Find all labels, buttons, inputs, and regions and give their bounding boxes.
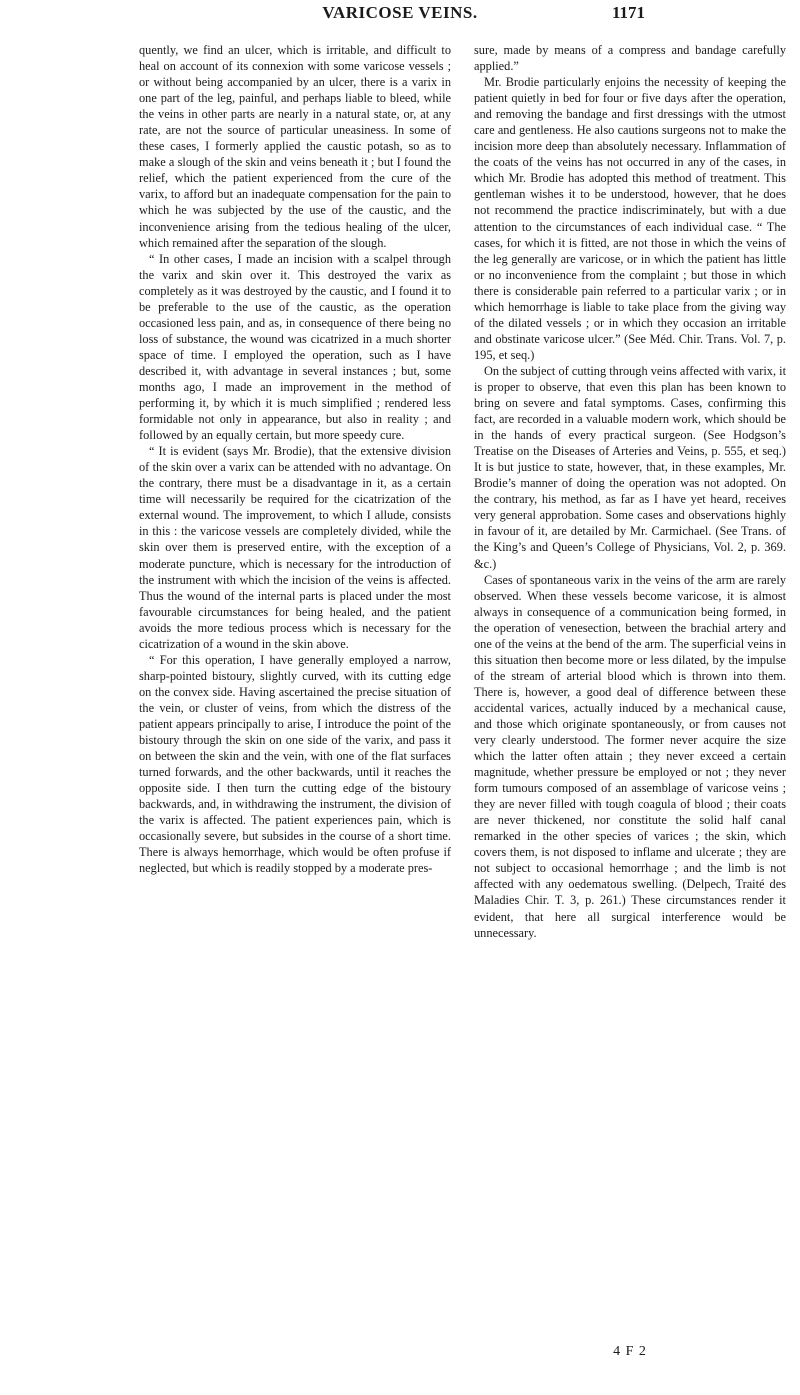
signature-mark: 4 F 2 (613, 1344, 647, 1359)
paragraph: “ It is evident (says Mr. Brodie), that the extensive division of the skin over a varix can be attended with no advantage. On the contrary, there must be a disadvantage in it, as a certain time will necessarily be required for the cicatrization of the external wound. The improvement, to which I allude, consists in this : the varicose vessels are completely divided, while the skin over them is preserved entire, with the exception of a moderate puncture, which is necessary for the introduction of the instrument with which the incision of the veins is affected. Thus the wound of the internal parts is placed under the most favourable circumstances for being healed, and the patient avoids the more tedious process which is necessary for the cicatrization of a wound in the skin above. (139, 444, 451, 651)
paragraph: “ For this operation, I have generally employed a narrow, sharp-pointed bistoury, slightly curved, with its cutting edge on the convex side. Having ascertained the precise situation of the vein, or cluster of veins, from which the distress of the patient appears principally to arise, I introduce the point of the bistoury through the skin on one side of the varix, and pass it on between the skin and the vein, with one of the flat surfaces turned forwards, and the other backwards, until it reaches the opposite side. I then turn the cutting edge of the bistoury backwards, and, in withdrawing the instrument, the division of the varix is affected. The patient experiences pain, which is occasionally severe, but subsides in the course of a short time. There is always hemorrhage, which would be often profuse if neglected, but which is readily stopped by a moderate pres- (139, 652, 451, 876)
paragraph: On the subject of cutting through veins affected with varix, it is proper to observe, that even this plan has been known to bring on severe and fatal symptoms. Cases, confirming this fact, are recorded in a valuable modern work, which should be in the hands of every practical surgeon. (See Hodgson’s Treatise on the Diseases of Arteries and Veins, p. 555, et seq.) It is but justice to state, however, that, in these examples, Mr. Brodie’s manner of doing the operation was not adopted. On the contrary, his method, as far as I have yet heard, receives very general approbation. Some cases and observations highly in favour of it, are detailed by Mr. Carmichael. (See Trans. of the King’s and Queen’s College of Physicians, Vol. 2, p. 369. &c.) (474, 363, 786, 571)
running-title: VARICOSE VEINS. (322, 3, 478, 22)
paragraph: sure, made by means of a compress and bandage carefully applied.” (474, 43, 786, 74)
page-number: 1171 (611, 3, 645, 22)
paragraph: Mr. Brodie particularly enjoins the necessity of keeping the patient quietly in bed for four or five days after the operation, and removing the bandage and first dressings with the utmost care and gentleness. He also cautions surgeons not to make the incision more deep than absolutely necessary. Inflammation of the coats of the veins has not occurred in any of the cases, in which Mr. Brodie has adopted this method of treatment. This gentleman wishes it to be understood, however, that he does not recommend the practice indiscriminately, but with a due attention to the circumstances of each individual case. “ The cases, for which it is fitted, are not those in which the veins of the leg generally are varicose, or in which the patient has little or no inconvenience from the complaint ; but those in which there is considerable pain referred to a particular varix ; or in which hemorrhage is liable to take place from the giving way of the dilated vessels ; or in which they occasion an irritable and obstinate varicose ulcer.” (See Méd. Chir. Trans. Vol. 7, p. 195, et seq.) (474, 75, 786, 362)
paragraph: “ In other cases, I made an incision with a scalpel through the varix and skin over it. This destroyed the varix as completely as it was destroyed by the caustic, and I found it to be preferable to the use of the caustic, as the operation occasioned less pain, and as, in consequence of there being no loss of substance, the wound was cicatrized in a much shorter space of time. I employed the operation, such as I have described it, with advantage in several instances ; but, some months ago, I made an improvement in the method of performing it, by which it is much simplified ; rendered less formidable not only in appearance, but also in reality ; and followed by an equally certain, but more speedy cure. (139, 251, 451, 443)
running-head (0, 3, 800, 25)
paragraph: Cases of spontaneous varix in the veins of the arm are rarely observed. When these vessels become varicose, it is almost always in consequence of a communication being formed, in the operation of venesection, between the brachial artery and one of the veins at the bend of the arm. The superficial veins in this situation then become more or less dilated, by the impulse of the stream of arterial blood which is thrown into them. There is, however, a good deal of difference between these accidental varices, actually induced by a mechanical cause, and those which originate spontaneously, or from causes not very clearly understood. The former never acquire the size which the latter often attain ; they never exceed a certain magnitude, whether pressure be employed or not ; they never form tumours composed of an assemblage of varicose veins ; they are never filled with tough coagula of blood ; their coats are never thickened, nor constitute the solid half canal remarked in the other species of varices ; the skin, which covers them, is not disposed to inflame and ulcerate ; they are not subject to occasional hemorrhage ; and the limb is not affected with any oedematous swelling. (Delpech, Traité des Maladies Chir. T. 3, p. 261.) These circumstances render it evident, that here all surgical interference would be unnecessary. (474, 572, 786, 940)
right-column (474, 42, 786, 941)
paragraph: quently, we find an ulcer, which is irritable, and difficult to heal on account of its connexion with some varicose vessels ; or without being accompanied by an ulcer, there is a varix in one part of the leg, painful, and perhaps liable to bleed, while the veins in other parts are nearly in a natural state, or, at any rate, are not the source of particular uneasiness. In some of these cases, I formerly applied the caustic potash, so as to make a slough of the skin and veins beneath it ; but I found the relief, which the patient experienced from the cure of the varix, to afford but an inadequate compensation for the pain to which he was subjected by the use of the caustic, and the inconvenience arising from the tedious healing of the ulcer, which remained after the separation of the slough. (139, 43, 451, 250)
left-column (139, 42, 451, 876)
